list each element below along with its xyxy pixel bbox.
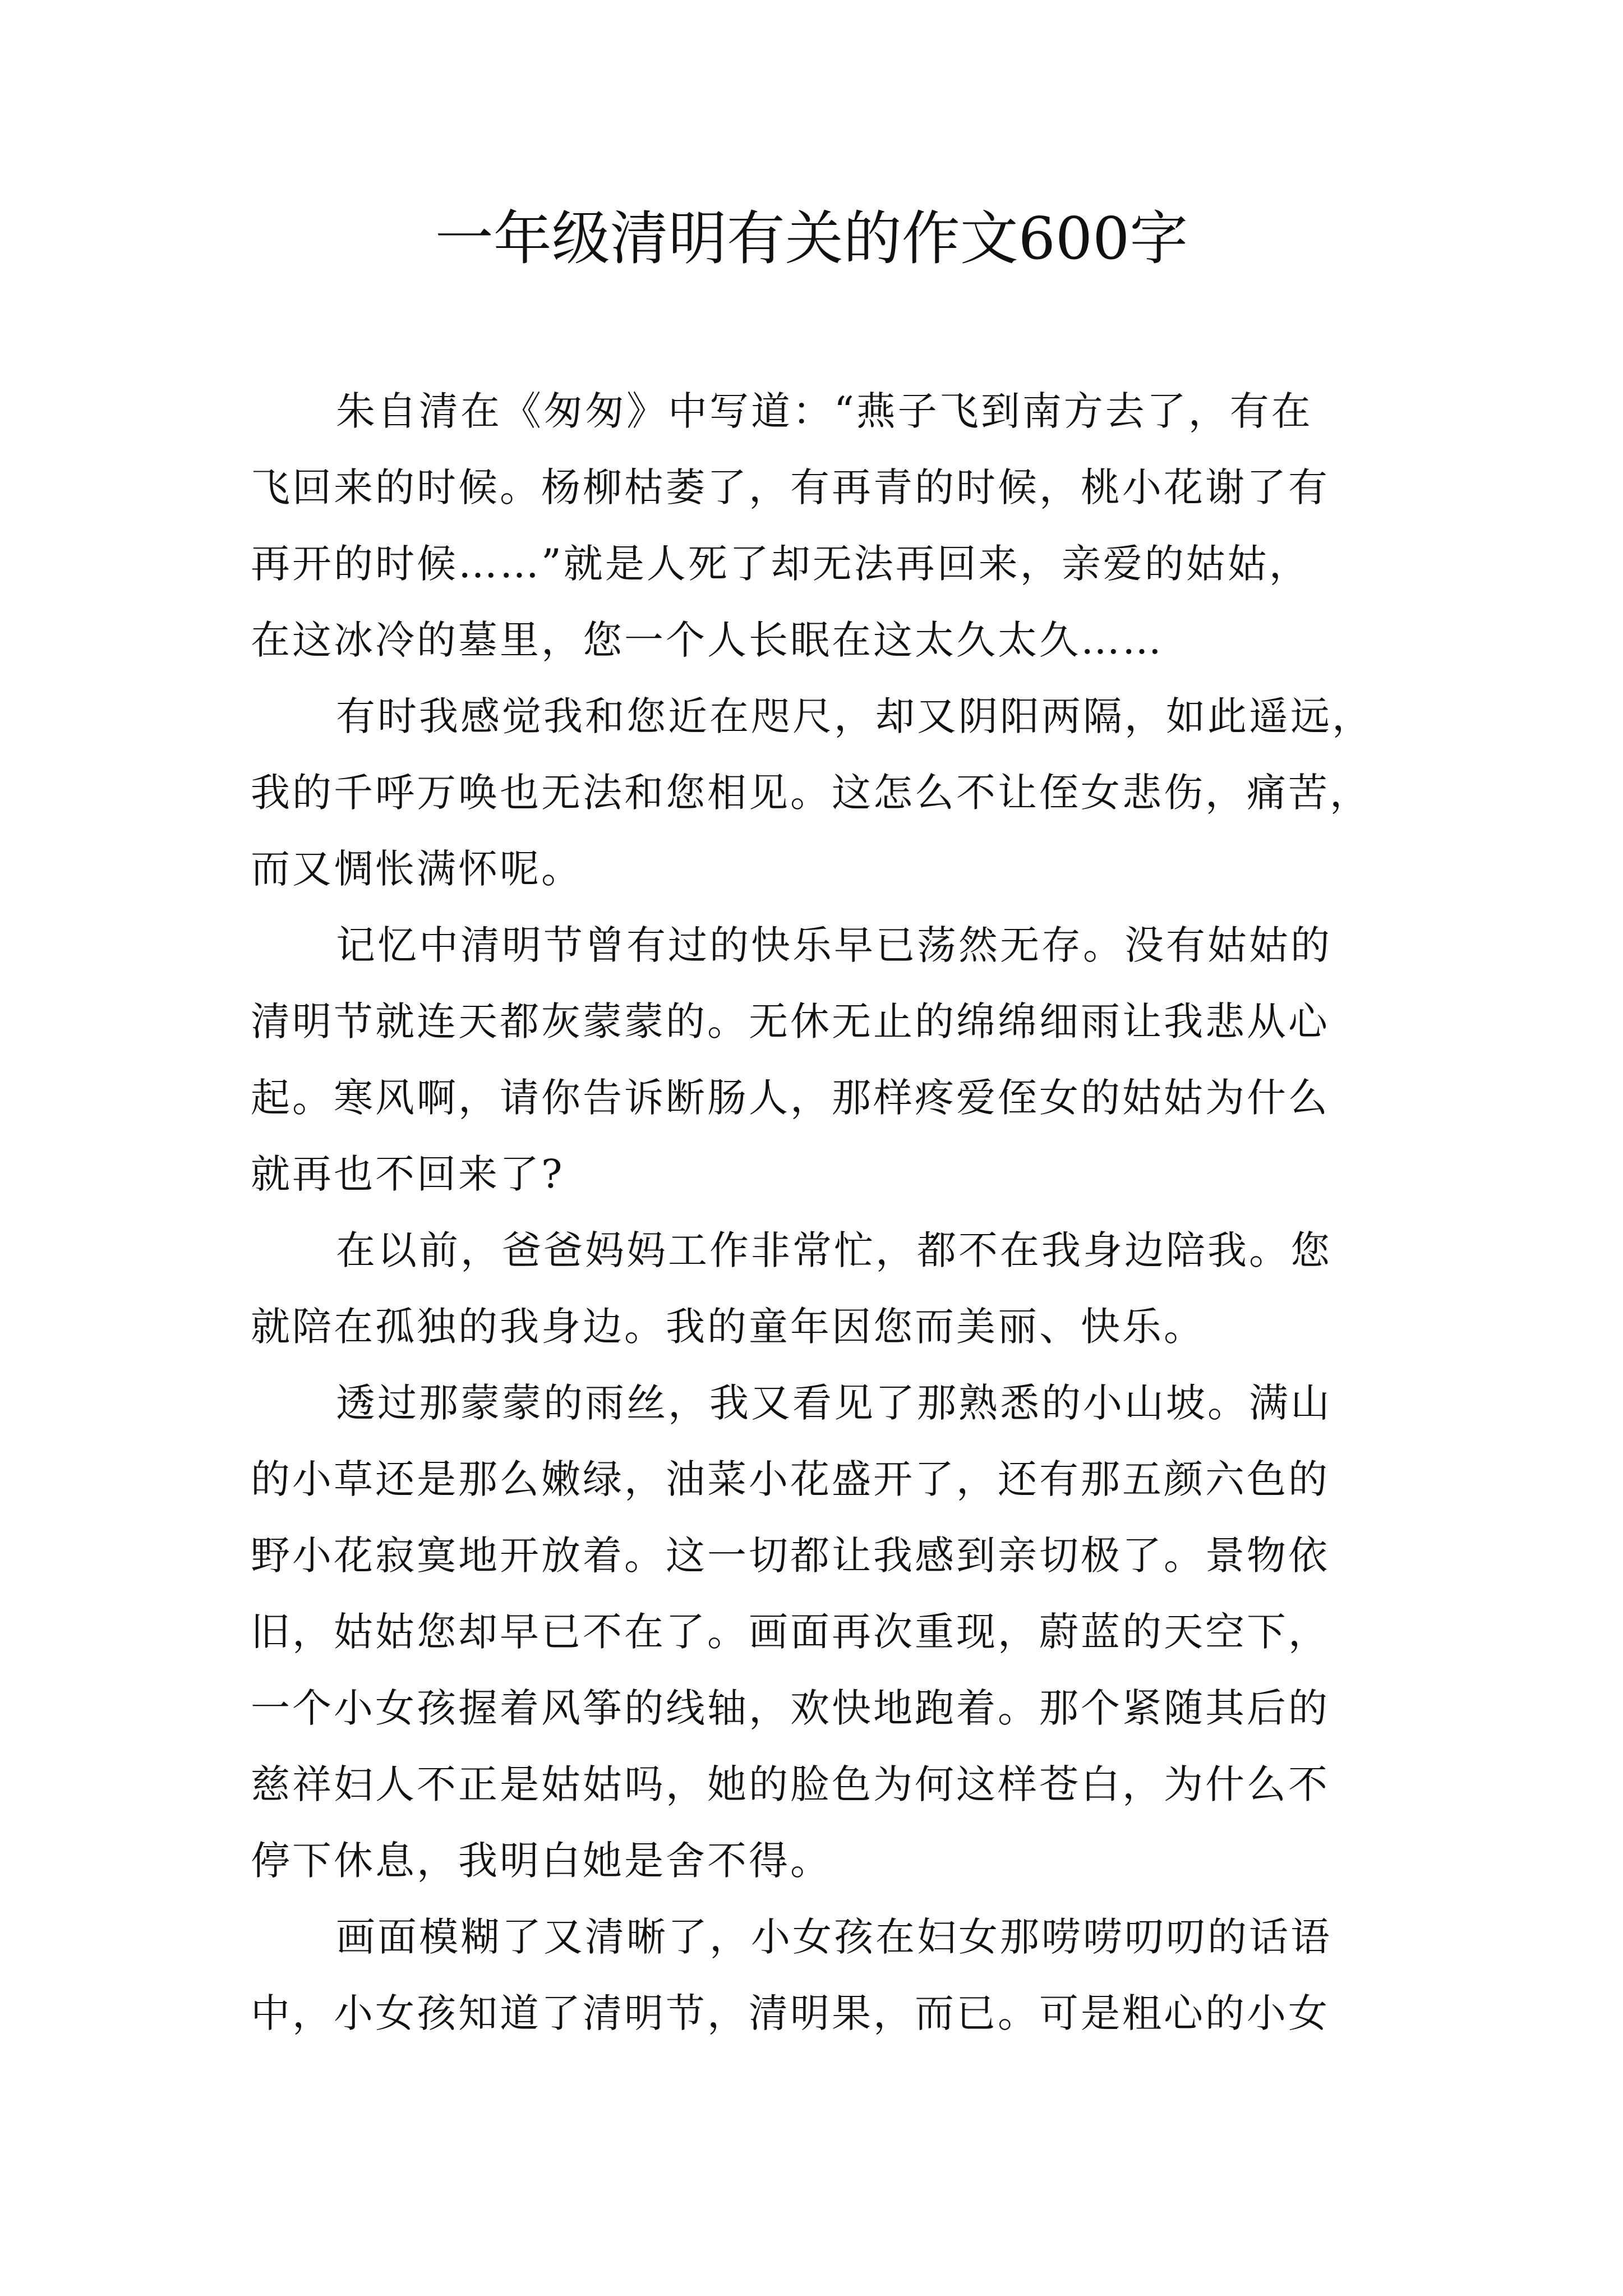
paragraph-line: 一个小女孩握着风筝的线轴，欢快地跑着。那个紧随其后的 [251, 1685, 1330, 1731]
paragraph-line: 有时我感觉我和您近在咫尺，却又阴阳两隔，如此遥远， [336, 693, 1373, 739]
paragraph-line: 透过那蒙蒙的雨丝，我又看见了那熟悉的小山坡。满山 [336, 1380, 1332, 1426]
paragraph-line: 再开的时候……”就是人死了却无法再回来，亲爱的姑姑， [251, 541, 1311, 587]
paragraph-line: 停下休息，我明白她是舍不得。 [251, 1838, 832, 1884]
paragraph-1 [251, 373, 1384, 678]
paragraph-3 [251, 907, 1384, 1212]
document-body [251, 373, 1384, 2051]
paragraph-line: 飞回来的时候。杨柳枯萎了，有再青的时候，桃小花谢了有 [251, 464, 1330, 510]
paragraph-line: 就陪在孤独的我身边。我的童年因您而美丽、快乐。 [251, 1304, 1205, 1350]
paragraph-line: 我的千呼万唤也无法和您相见。这怎么不让侄女悲伤，痛苦， [251, 770, 1371, 816]
document-title: 一年级清明有关的作文600字 [435, 204, 1188, 273]
paragraph-line: 画面模糊了又清晰了，小女孩在妇女那唠唠叨叨的话语 [336, 1914, 1332, 1960]
paragraph-4 [251, 1212, 1384, 1365]
paragraph-line: 起。寒风啊，请你告诉断肠人，那样疼爱侄女的姑姑为什么 [251, 1075, 1330, 1121]
paragraph-line: 的小草还是那么嫩绿，油菜小花盛开了，还有那五颜六色的 [251, 1456, 1330, 1502]
paragraph-line: 清明节就连天都灰蒙蒙的。无休无止的绵绵细雨让我悲从心 [251, 999, 1330, 1045]
paragraph-5 [251, 1365, 1384, 1899]
paragraph-line: 朱自清在《匆匆》中写道：“燕子飞到南方去了，有在 [336, 388, 1313, 434]
paragraph-line: 记忆中清明节曾有过的快乐早已荡然无存。没有姑姑的 [336, 922, 1332, 968]
paragraph-line: 在这冰冷的墓里，您一个人长眠在这太久太久…… [251, 617, 1164, 663]
paragraph-6 [251, 1899, 1384, 2051]
paragraph-line: 中，小女孩知道了清明节，清明果，而已。可是粗心的小女 [251, 1990, 1330, 2036]
paragraph-2 [251, 678, 1384, 907]
paragraph-line: 野小花寂寞地开放着。这一切都让我感到亲切极了。景物依 [251, 1533, 1330, 1579]
paragraph-line: 慈祥妇人不正是姑姑吗，她的脸色为何这样苍白，为什么不 [251, 1761, 1330, 1807]
paragraph-line: 旧，姑姑您却早已不在了。画面再次重现，蔚蓝的天空下， [251, 1609, 1330, 1655]
paragraph-line: 在以前，爸爸妈妈工作非常忙，都不在我身边陪我。您 [336, 1227, 1332, 1273]
paragraph-line: 而又惆怅满怀呢。 [251, 846, 583, 892]
paragraph-line: 就再也不回来了? [251, 1151, 565, 1197]
